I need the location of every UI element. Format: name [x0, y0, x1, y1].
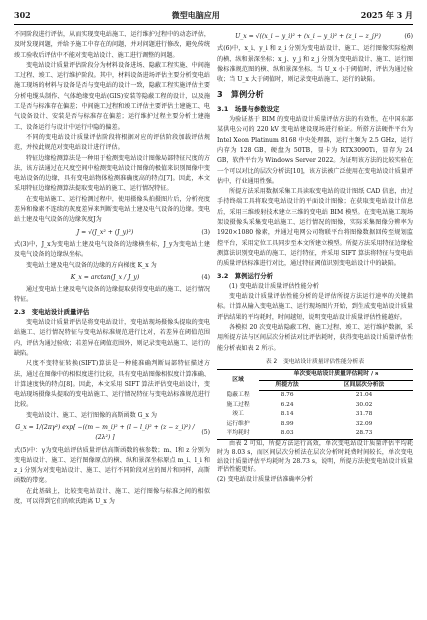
paragraph: 在变电站施工、运行检测过程中，使用摄像头拍摄图片后，分析亮度差异和像素不连续的灰度差异来判断变电站土建及电气设备的边缘。变电站土建及电气设备的边缘灰度J为	[14, 195, 210, 224]
paragraph: 式(6)中，x_i、y_i 和 z_i 分别为变电站设计、施工、运行图像实际检测的横、纵和景深坐标；x_j、y_j 和 z_j 分别为变电站设计、施工、运行图像标准规范图的横、纵和景深坐标。当 U_x 小于阈值时，评估为通过验收；当 U_x 大于阈值时，则记录变电站施工、运行的缺陷。	[217, 45, 413, 84]
paragraph: (1) 变电站设计质量评估性能分析	[229, 282, 319, 290]
paragraph: (2) 变电站设计质量评估准确率分析	[217, 476, 313, 484]
page-number: 302	[14, 10, 31, 20]
equation-3	[14, 228, 210, 238]
right-column	[217, 30, 413, 486]
paragraph: 变电站土建及电气设备的边缘的方向梯度 K_x 为	[26, 261, 157, 269]
table-header-group: 单次变电站设计质量评估耗时 / s	[259, 370, 413, 381]
table-row	[217, 410, 413, 420]
paragraph: 变电站设计质量评估阶段分为材料设备进场、隐蔽工程实施、中间施工过程、竣工、运行维护阶段。其中，材料设备进场评估主要分析变电站施工现场的材料与设备是否与变电站的设计一致，隐蔽工程实施评估主要分析电缆头制作、气体绝缘变电站(GIS)安装等隐蔽工程的设计，以及施工是否与标准存在偏差；中间施工过程和竣工评估主要评估土建施工、电气设备设计、安装是否与标准存在偏差；运行维护过程主要分析土建施工、设备运行与设计中运行中隐的偏差。	[14, 61, 210, 131]
equation-number: (6)	[404, 33, 413, 40]
subsection-heading: 2.3 变电站设计质量评估	[14, 307, 90, 316]
paragraph: 式(5)中：γ为变电站评估质量评估高斯函数的核参数；m、l和 z 分别为变电站设计、施工、运行图像原点的横、纵和景深坐标原点 m_i、l_i 和 z_i 分别为对变电站设计、施工、运行不同阶段对应的图片和同样，高斯函数的带宽。	[14, 446, 210, 485]
paragraph: 尺度不变特征转换(SIFT)算法是一种能准确判断局部特征描述方法，通过在图像中的相似度进行比较，具有变电站图像相似度计算准确、计算速度快的特点[8]。因此，本文采用 SIFT 算法评估变电站设计，变电站现场摄像头提取的变电站施工、运行情况特征与变电站标准规范进行比较。	[14, 360, 210, 409]
paragraph: 不同的变电站设计质量评估阶段将根据对应的评估阶段加载评估规范，并按此规范对变电站设计进行评估。	[14, 133, 210, 152]
table-header-ahp: 区间层次分析法	[315, 380, 413, 391]
paragraph: 通过变电站土建及电气设备的边缘提取获得变电站的施工、运行情况特征。	[14, 286, 210, 304]
equation-body: U_x = √((x_i − y_i)² + (x_i − y_i)² + (z_i − z_j)²)	[235, 33, 381, 40]
equation-number: (5)	[201, 429, 210, 437]
equation-5	[14, 423, 210, 444]
equation-4	[14, 273, 210, 283]
journal-name: 微型电脑应用	[171, 9, 220, 20]
table-cell-b: 32.09	[355, 420, 373, 427]
table-row	[217, 401, 413, 411]
paragraph: 变电站设计质量评估性能分析的是评估所提方法运行速率的关键指标。计算从输入变电站施工、运行现场图片开始，到生成变电站设计质量评估结果的平均耗时，时间越短，说明变电站设计质量评估性能越好。	[217, 293, 413, 321]
table-cell-b: 30.02	[355, 401, 373, 408]
table-cell-region: 施工过程	[226, 401, 250, 408]
paragraph: 特征边缘检测算法是一种用于检测变电站设计图像局部特征尺度的方法，该方法通过在尺度空间中检测变电站设计图像的极值来识别图像中变电站设备的边缘，具有变电站物体检测准确度高的特点[7]。因此，本文采用特征边缘检测算法提取变电站的施工、运行情况特征。	[14, 154, 210, 193]
table-cell-b: 21.04	[355, 392, 373, 399]
paragraph: 式(3)中，J_x为变电站土建及电气设备的边缘横坐标，J_y为变电站土建及电气设备的边缘纵坐标。	[14, 240, 210, 259]
paragraph: 为验证基于 BIM 的变电站设计质量评估方法的有效性，在中国东部某供电公司的 220 kV 变电站建设现场进行验证。所搭方法硬件平台为 Intel Xeon Platinum 8168 中央处理器，运行主频为 2.5 GHz，运行内存为 128 GB，硬盘为 50TB，显卡为 RTX3090Ti，显存为 24 GB，软件平台为 Windows Server 2022。为证明该方法的比较实验在一个可以对比的层次分析法[10]，该方法被广泛使用在变电站设计质量评估中，行业通用性强。	[217, 116, 413, 185]
subsection-heading: 3.2 算例运行分析	[217, 271, 274, 280]
equation-body: G_x = 1/(2πγ²) exp[ −((m − m_i)² + (l − l_i)² + (z − z_i)²) / (2λ²) ]	[15, 423, 195, 442]
equation-number: (3)	[201, 228, 210, 236]
table-cell-a: 8.99	[280, 420, 294, 427]
paragraph: 不同阶段进行评估，从而实现变电站施工、运行维护过程中的动态评估，及时发现问题，并给予施工中存在的问题，并对问题进行修改，避免传统竣工验收后评估中不能对变电站设计、施工进行调整的问题。	[14, 31, 210, 59]
table-cell-b: 28.73	[315, 429, 413, 439]
table-cell-region: 运行维护	[226, 420, 250, 427]
paragraph: 所提方法采用数据采集工具读取变电站的设计图纸 CAD 信息，由过手持终端工具将取变电站设计的平面设计图像；在获取变电站设计信息后，采用三维竣射技术建立三维的变电站 BIM 模型。在变电站施工现场架设摄像头采集变电站施工、运行情况的图像，实际采集图像分辨率为 1920×1080 像素，并通过电网公司物联平台将图像数据回传至规划监控平台，采用定位工具同步至本文所建立模型。所提方法采用特征边缘检测算法识别变电站的施工、运行特征，并采用 SIFT 算法将特征与变电站的质量评估标准进行对比，通过特征阈值识别变电站设计中的缺陷。	[217, 188, 413, 268]
subsection-heading: 3.1 场景与参数设定	[217, 104, 280, 113]
issue-date: 2025 年 3 月	[360, 9, 413, 20]
left-column	[14, 30, 210, 507]
paragraph: 由表 2 可知，所提方法运行高效，单次变电站设计质量评估平均耗时为 8.03 s，而区间层次分析法在层次分析时耗费时间较长，单次变电站设计质量评估平均耗时为 28.73 s，说明，所提方法使变电站设计质量评估性能更好。	[217, 439, 413, 474]
table-row	[217, 429, 413, 439]
equation-body: J = √(J_x² + (J_y)²)	[76, 228, 134, 236]
table-body	[217, 391, 413, 440]
table-cell-a: 8.76	[280, 392, 294, 399]
paragraph: 各模拟 20 次变电站隐蔽工程、施工过程、竣工、运行维护数据，采用所提方法与区间层次分析法对比评估耗时，获得变电站设计质量评估性能分析表如表 2 所示。	[217, 324, 413, 352]
table-header-proposed: 所提方法	[259, 380, 315, 391]
table-cell-a: 8.14	[280, 411, 294, 418]
table-cell-b: 31.78	[355, 411, 373, 418]
table-header-region: 区域	[217, 370, 259, 391]
equation-body: K_x = arctan(J_x / J_y)	[70, 273, 140, 281]
performance-table	[217, 369, 413, 440]
table-cell-a: 8.03	[259, 429, 315, 439]
table-caption: 表 2 变电站设计质量评估性能分析表	[265, 358, 365, 365]
table-row	[217, 391, 413, 401]
equation-number: (4)	[201, 273, 210, 281]
table-cell-region: 平均耗时	[217, 429, 259, 439]
table-cell-a: 6.24	[280, 401, 294, 408]
table-cell-region: 竣工	[232, 411, 244, 418]
paragraph: 变电站设计质量评估是将变电站设计，变电站现场摄像头提取的变电站施工、运行情况特征与变电站标准规范进行比对，若差异在阈值范围内，评估为通过验收；若差异在阈值范围外，则记录变电站施工、运行的缺陷。	[14, 319, 210, 357]
table-row	[217, 420, 413, 430]
page-header	[14, 8, 413, 25]
table-cell-region: 隐蔽工程	[226, 391, 250, 398]
paragraph: 在此基础上，比较变电站设计、施工、运行图像与标准之间的相似度，可以得到它们的欧氏距离 U_x 为	[14, 487, 210, 506]
equation-6	[217, 32, 413, 42]
section-heading: 3 算例分析	[217, 89, 264, 100]
paragraph: 变电站设计、施工、运行图像的高斯函数 G_x 为	[26, 411, 158, 419]
